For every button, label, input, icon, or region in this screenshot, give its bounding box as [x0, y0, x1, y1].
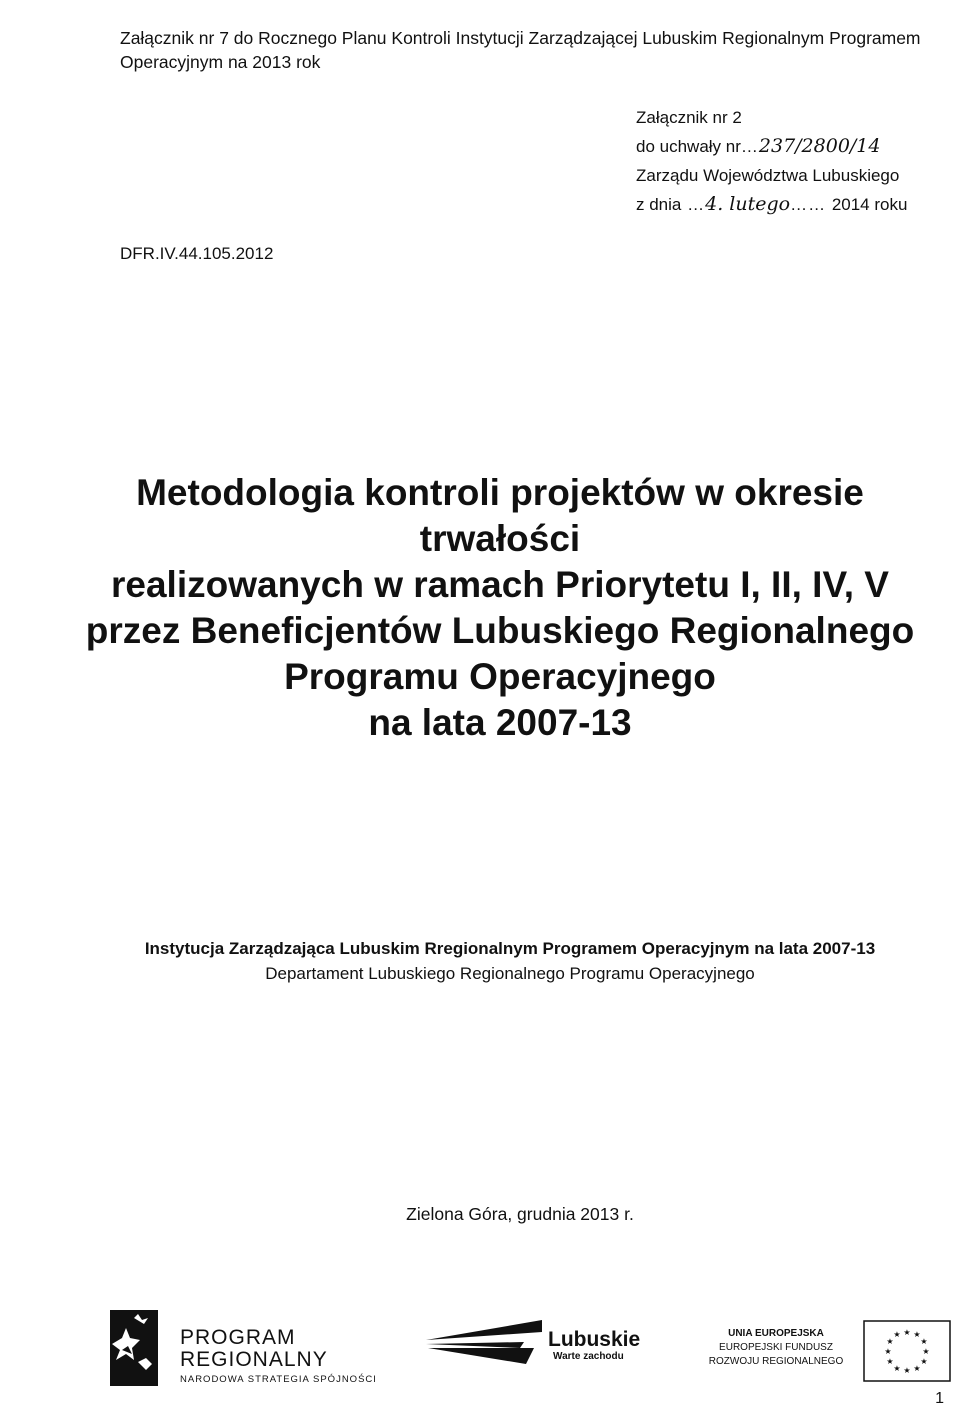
- svg-text:★: ★: [913, 1330, 921, 1339]
- page-number: 1: [935, 1390, 944, 1407]
- program-regionalny-logo-icon: [108, 1310, 160, 1388]
- program-line-1: PROGRAM: [180, 1326, 296, 1349]
- svg-text:★: ★: [903, 1366, 911, 1375]
- title-line-3: przez Beneficjentów Lubuskiego Regionalnego: [85, 610, 915, 651]
- lubuskie-slogan: Warte zachodu: [553, 1351, 624, 1362]
- eu-fund-text: [696, 1326, 856, 1369]
- reference-number: DFR.IV.44.105.2012: [120, 244, 274, 263]
- svg-text:★: ★: [922, 1347, 930, 1356]
- svg-text:★: ★: [886, 1337, 894, 1346]
- resolution-line: do uchwały nr…237/2800/14: [636, 135, 881, 157]
- title-line-5: na lata 2007-13: [368, 702, 632, 743]
- eu-flag-icon: [863, 1320, 951, 1382]
- eu-line-2: EUROPEJSKI FUNDUSZ: [719, 1342, 833, 1353]
- place-date: Zielona Góra, grudnia 2013 r.: [406, 1204, 634, 1224]
- title-line-1: Metodologia kontroli projektów w okresie trwałości: [136, 472, 864, 559]
- resolution-number-handwritten: 237/2800/14: [758, 135, 881, 157]
- title-line-2: realizowanych w ramach Priorytetu I, II, IV, V: [111, 564, 889, 605]
- date-line: z dnia …4. lutego…… 2014 roku: [636, 193, 908, 215]
- attachment-block: [636, 103, 907, 219]
- svg-text:★: ★: [886, 1357, 894, 1366]
- eu-line-1: UNIA EUROPEJSKA: [728, 1328, 824, 1339]
- eu-line-3: ROZWOJU REGIONALNEGO: [708, 1356, 844, 1367]
- board-name: Zarządu Województwa Lubuskiego: [636, 166, 900, 185]
- header-line-2: Operacyjnym na 2013 rok: [120, 52, 321, 72]
- date-handwritten: 4. lutego: [705, 193, 791, 215]
- attachment-title: Załącznik nr 2: [636, 108, 742, 127]
- document-header: [120, 26, 950, 74]
- svg-text:★: ★: [920, 1357, 928, 1366]
- program-regionalny-text: [180, 1327, 377, 1387]
- svg-text:★: ★: [920, 1337, 928, 1346]
- svg-text:★: ★: [913, 1364, 921, 1373]
- svg-text:★: ★: [893, 1330, 901, 1339]
- institution-block: [80, 936, 940, 986]
- program-line-3: NARODOWA STRATEGIA SPÓJNOŚCI: [180, 1374, 377, 1385]
- title-line-4: Programu Operacyjnego: [284, 656, 716, 697]
- svg-text:★: ★: [893, 1364, 901, 1373]
- document-title: [80, 470, 920, 746]
- department-name: Departament Lubuskiego Regionalnego Programu Operacyjnego: [265, 964, 755, 983]
- institution-name: Instytucja Zarządzająca Lubuskim Rregionalnym Programem Operacyjnym na lata 2007-13: [144, 939, 876, 958]
- svg-text:★: ★: [884, 1347, 892, 1356]
- svg-text:★: ★: [903, 1328, 911, 1337]
- program-line-2: REGIONALNY: [180, 1348, 328, 1371]
- lubuskie-name: Lubuskie: [548, 1328, 641, 1351]
- header-line-1: Załącznik nr 7 do Rocznego Planu Kontroli Instytucji Zarządzającej Lubuskim Regionalnym Programem: [120, 28, 921, 48]
- lubuskie-swoosh-icon: [424, 1318, 544, 1368]
